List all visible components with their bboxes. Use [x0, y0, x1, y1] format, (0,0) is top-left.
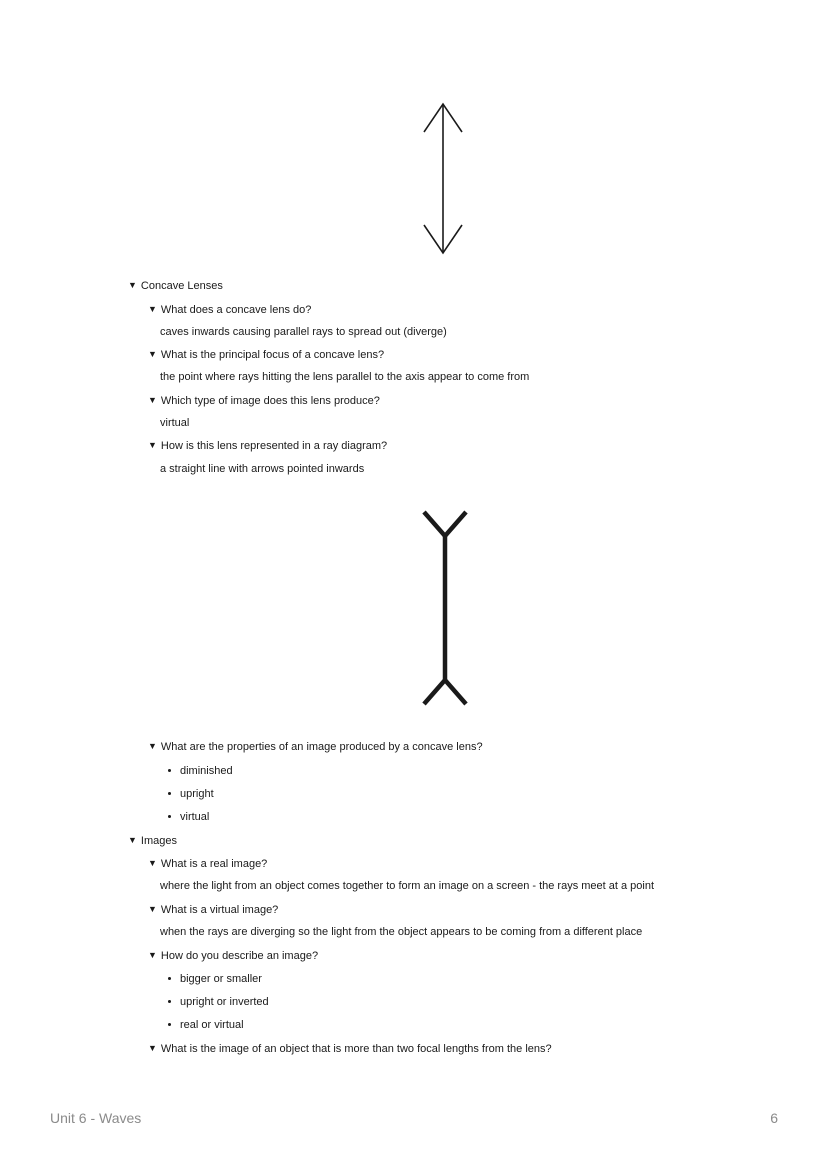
answer-text: the point where rays hitting the lens parallel to the axis appear to come from [160, 371, 530, 383]
answer-text: when the rays are diverging so the light from the object appears to be coming from a different place [160, 926, 643, 938]
question-text: What is the image of an object that is more than two focal lengths from the lens? [160, 1043, 552, 1055]
list-item: bigger or smaller [168, 972, 262, 986]
collapse-triangle-icon[interactable]: ▼ [148, 349, 157, 359]
toggle-question[interactable] [148, 1042, 552, 1056]
toggle-question[interactable] [148, 348, 384, 362]
page-number: 6 [770, 1110, 778, 1126]
bullet-icon [168, 792, 171, 795]
section-title: Images [140, 835, 177, 847]
collapse-triangle-icon[interactable]: ▼ [148, 741, 157, 751]
section-images[interactable] [128, 834, 177, 848]
collapse-triangle-icon[interactable]: ▼ [128, 280, 137, 290]
bullet-icon [168, 977, 171, 980]
question-text: What is a real image? [160, 858, 268, 870]
question-text: What is a virtual image? [160, 904, 279, 916]
collapse-triangle-icon[interactable]: ▼ [128, 835, 137, 845]
toggle-question[interactable] [148, 857, 267, 871]
bullet-icon [168, 769, 171, 772]
toggle-question[interactable] [148, 903, 278, 917]
toggle-question[interactable] [148, 949, 318, 963]
question-text: How is this lens represented in a ray diagram? [160, 440, 388, 452]
collapse-triangle-icon[interactable]: ▼ [148, 858, 157, 868]
collapse-triangle-icon[interactable]: ▼ [148, 904, 157, 914]
question-text: What are the properties of an image produced by a concave lens? [160, 741, 483, 753]
question-text: What does a concave lens do? [160, 304, 312, 316]
toggle-question[interactable] [148, 439, 387, 453]
question-text: Which type of image does this lens produce? [160, 395, 380, 407]
bullet-icon [168, 815, 171, 818]
list-item: diminished [168, 764, 233, 778]
section-concave-lenses[interactable] [128, 279, 223, 293]
answer-text: virtual [160, 417, 190, 429]
toggle-question[interactable] [148, 394, 380, 408]
collapse-triangle-icon[interactable]: ▼ [148, 395, 157, 405]
answer-text: where the light from an object comes together to form an image on a screen - the rays meet at a point [160, 880, 655, 892]
list-item: real or virtual [168, 1018, 244, 1032]
collapse-triangle-icon[interactable]: ▼ [148, 950, 157, 960]
footer-unit-title: Unit 6 - Waves [50, 1110, 142, 1126]
answer-text: a straight line with arrows pointed inwards [160, 463, 365, 475]
answer-text: caves inwards causing parallel rays to spread out (diverge) [160, 326, 447, 338]
list-item: virtual [168, 810, 209, 824]
convex-lens-icon [420, 100, 466, 258]
list-item: upright [168, 787, 214, 801]
list-item: upright or inverted [168, 995, 269, 1009]
question-text: How do you describe an image? [160, 950, 319, 962]
collapse-triangle-icon[interactable]: ▼ [148, 1043, 157, 1053]
bullet-icon [168, 1000, 171, 1003]
toggle-question[interactable] [148, 740, 483, 754]
collapse-triangle-icon[interactable]: ▼ [148, 304, 157, 314]
concave-lens-icon [420, 508, 470, 708]
question-text: What is the principal focus of a concave lens? [160, 349, 385, 361]
toggle-question[interactable] [148, 303, 311, 317]
section-title: Concave Lenses [140, 280, 223, 292]
bullet-icon [168, 1023, 171, 1026]
collapse-triangle-icon[interactable]: ▼ [148, 440, 157, 450]
